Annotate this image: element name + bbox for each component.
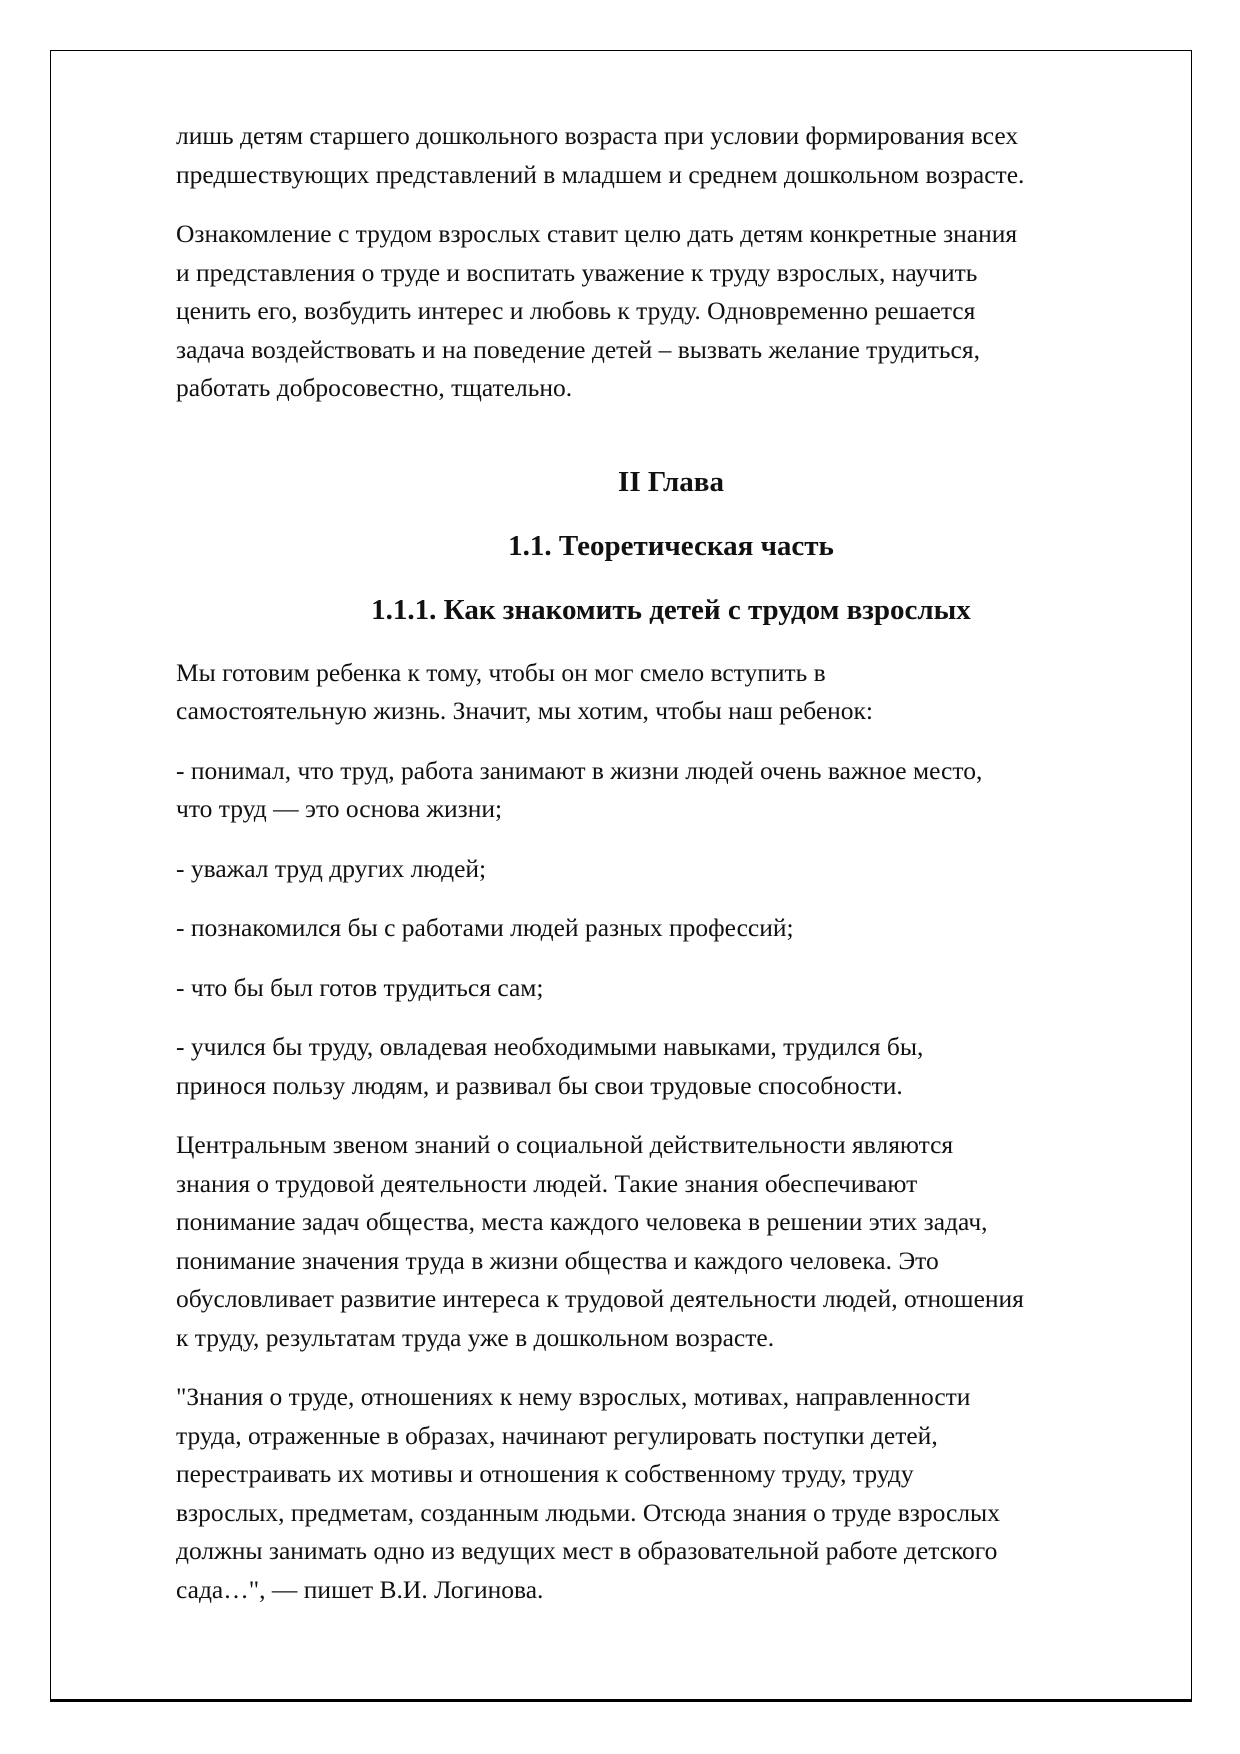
text-line: что труд — это основа жизни; xyxy=(176,794,503,823)
text-line: - что бы был готов трудиться сам; xyxy=(176,972,544,1002)
paragraph xyxy=(176,1028,1166,1105)
paragraph xyxy=(176,215,1166,408)
text-line: обусловливает развитие интереса к трудовой деятельности людей, отношения xyxy=(176,1284,1024,1313)
text-line: Мы готовим ребенка к тому, чтобы он мог смело вступить в xyxy=(176,657,826,687)
text-line: самостоятельную жизнь. Значит, мы хотим, чтобы наш ребенок: xyxy=(176,696,874,725)
section-title: 1.1. Теоретическая часть xyxy=(508,529,834,562)
text-line: Ознакомление с трудом взрослых ставит целю дать детям конкретные знания xyxy=(176,219,1018,248)
text-line: работать добросовестно, тщательно. xyxy=(176,373,573,402)
text-line: и представления о труде и воспитать уважение к труду взрослых, научить xyxy=(176,257,978,287)
paragraphs-before xyxy=(176,117,1166,408)
text-line: задача воздействовать и на поведение детей – вызвать желание трудиться, xyxy=(176,334,980,364)
subsection-title: 1.1.1. Как знакомить детей с трудом взрослых xyxy=(371,593,971,626)
text-line: - уважал труд других людей; xyxy=(176,853,487,883)
text-line: взрослых, предметам, созданным людьми. Отсюда знания о труде взрослых xyxy=(176,1497,1000,1527)
text-line: Центральным звеном знаний о социальной действительности являются xyxy=(176,1130,954,1159)
text-line: должны занимать одно из ведущих мест в образовательной работе детского xyxy=(176,1536,998,1565)
paragraph xyxy=(176,909,1166,948)
text-line: к труду, результатам труда уже в дошкольном возрасте. xyxy=(176,1322,775,1352)
text-line: ценить его, возбудить интерес и любовь к труду. Одновременно решается xyxy=(176,296,976,325)
paragraph xyxy=(176,969,1166,1008)
text-line: перестраивать их мотивы и отношения к собственному труду, труду xyxy=(176,1459,914,1488)
paragraphs-after xyxy=(176,654,1166,1610)
text-line: труда, отраженные в образах, начинают регулировать поступки детей, xyxy=(176,1420,938,1450)
text-line: знания о трудовой деятельности людей. Такие знания обеспечивают xyxy=(176,1168,918,1198)
text-line: - понимал, что труд, работа занимают в жизни людей очень важное место, xyxy=(176,755,983,785)
text-line: лишь детям старшего дошкольного возраста при условии формирования всех xyxy=(176,121,1019,150)
paragraph xyxy=(176,752,1166,829)
text-line: предшествующих представлений в младшем и среднем дошкольном возрасте. xyxy=(176,159,1025,189)
document-body xyxy=(176,117,1166,1630)
text-line: - познакомился бы с работами людей разных профессий; xyxy=(176,913,794,942)
paragraph xyxy=(176,654,1166,731)
chapter-title: II Глава xyxy=(618,465,724,498)
text-line: - учился бы труду, овладевая необходимыми навыками, трудился бы, xyxy=(176,1032,924,1061)
paragraph xyxy=(176,1126,1166,1357)
paragraph xyxy=(176,117,1166,194)
text-line: "Знания о труде, отношениях к нему взрослых, мотивах, направленности xyxy=(176,1382,971,1411)
paragraph xyxy=(176,850,1166,889)
text-line: понимание значения труда в жизни общества и каждого человека. Это xyxy=(176,1245,939,1275)
text-line: сада…", — пишет В.И. Логинова. xyxy=(176,1574,544,1604)
text-line: понимание задач общества, места каждого человека в решении этих задач, xyxy=(176,1207,988,1236)
text-line: принося пользу людям, и развивал бы свои трудовые способности. xyxy=(176,1070,903,1100)
chapter-headings xyxy=(176,450,1166,642)
paragraph xyxy=(176,1378,1166,1609)
